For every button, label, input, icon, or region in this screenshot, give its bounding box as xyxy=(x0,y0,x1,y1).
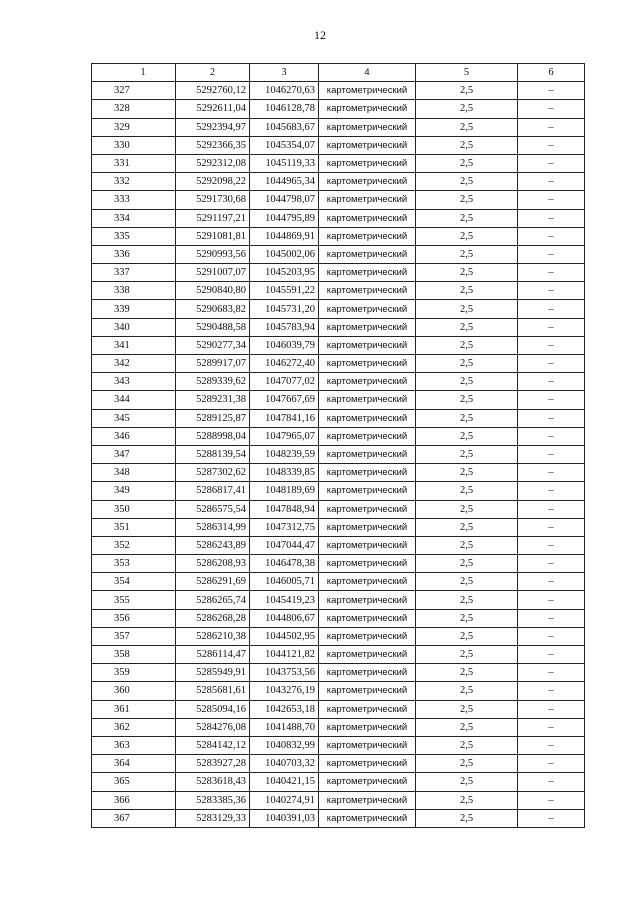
table-row xyxy=(92,191,585,209)
column-header-6: 6 xyxy=(518,64,585,82)
table-row xyxy=(92,609,585,627)
description-cell: – xyxy=(518,646,585,664)
description-cell: – xyxy=(518,136,585,154)
point-number-cell: 360 xyxy=(92,682,176,700)
method-cell: картометрический xyxy=(319,82,416,100)
table-row xyxy=(92,536,585,554)
accuracy-cell: 2,5 xyxy=(416,646,518,664)
x-coordinate-cell: 5292760,12 xyxy=(176,82,250,100)
method-cell: картометрический xyxy=(319,427,416,445)
method-cell: картометрический xyxy=(319,173,416,191)
description-cell: – xyxy=(518,355,585,373)
y-coordinate-cell: 1047848,94 xyxy=(250,500,319,518)
x-coordinate-cell: 5291197,21 xyxy=(176,209,250,227)
method-cell: картометрический xyxy=(319,282,416,300)
point-number-cell: 354 xyxy=(92,573,176,591)
x-coordinate-cell: 5283129,33 xyxy=(176,809,250,827)
point-number-cell: 338 xyxy=(92,282,176,300)
x-coordinate-cell: 5286268,28 xyxy=(176,609,250,627)
point-number-cell: 356 xyxy=(92,609,176,627)
method-cell: картометрический xyxy=(319,773,416,791)
table-row xyxy=(92,100,585,118)
y-coordinate-cell: 1047077,02 xyxy=(250,373,319,391)
point-number-cell: 357 xyxy=(92,627,176,645)
table-row xyxy=(92,736,585,754)
point-number-cell: 336 xyxy=(92,245,176,263)
x-coordinate-cell: 5291730,68 xyxy=(176,191,250,209)
accuracy-cell: 2,5 xyxy=(416,391,518,409)
x-coordinate-cell: 5283927,28 xyxy=(176,755,250,773)
table-row xyxy=(92,154,585,172)
x-coordinate-cell: 5286208,93 xyxy=(176,555,250,573)
point-number-cell: 334 xyxy=(92,209,176,227)
method-cell: картометрический xyxy=(319,227,416,245)
method-cell: картометрический xyxy=(319,627,416,645)
x-coordinate-cell: 5286291,69 xyxy=(176,573,250,591)
accuracy-cell: 2,5 xyxy=(416,736,518,754)
y-coordinate-cell: 1040391,03 xyxy=(250,809,319,827)
point-number-cell: 345 xyxy=(92,409,176,427)
description-cell: – xyxy=(518,609,585,627)
method-cell: картометрический xyxy=(319,300,416,318)
table-row xyxy=(92,627,585,645)
y-coordinate-cell: 1045683,67 xyxy=(250,118,319,136)
x-coordinate-cell: 5292366,35 xyxy=(176,136,250,154)
table-row xyxy=(92,82,585,100)
point-number-cell: 344 xyxy=(92,391,176,409)
page-number: 12 xyxy=(314,28,326,42)
y-coordinate-cell: 1045731,20 xyxy=(250,300,319,318)
description-cell: – xyxy=(518,154,585,172)
x-coordinate-cell: 5283385,36 xyxy=(176,791,250,809)
table-row xyxy=(92,700,585,718)
point-number-cell: 346 xyxy=(92,427,176,445)
accuracy-cell: 2,5 xyxy=(416,227,518,245)
description-cell: – xyxy=(518,591,585,609)
x-coordinate-cell: 5290840,80 xyxy=(176,282,250,300)
point-number-cell: 329 xyxy=(92,118,176,136)
accuracy-cell: 2,5 xyxy=(416,573,518,591)
description-cell: – xyxy=(518,773,585,791)
y-coordinate-cell: 1044869,91 xyxy=(250,227,319,245)
point-number-cell: 332 xyxy=(92,173,176,191)
method-cell: картометрический xyxy=(319,809,416,827)
description-cell: – xyxy=(518,700,585,718)
description-cell: – xyxy=(518,300,585,318)
description-cell: – xyxy=(518,391,585,409)
description-cell: – xyxy=(518,536,585,554)
point-number-cell: 363 xyxy=(92,736,176,754)
table-row xyxy=(92,282,585,300)
y-coordinate-cell: 1042653,18 xyxy=(250,700,319,718)
method-cell: картометрический xyxy=(319,646,416,664)
description-cell: – xyxy=(518,427,585,445)
accuracy-cell: 2,5 xyxy=(416,282,518,300)
y-coordinate-cell: 1040421,15 xyxy=(250,773,319,791)
table-row xyxy=(92,355,585,373)
accuracy-cell: 2,5 xyxy=(416,427,518,445)
x-coordinate-cell: 5285949,91 xyxy=(176,664,250,682)
table-row xyxy=(92,336,585,354)
accuracy-cell: 2,5 xyxy=(416,682,518,700)
table-row xyxy=(92,482,585,500)
description-cell: – xyxy=(518,282,585,300)
method-cell: картометрический xyxy=(319,682,416,700)
y-coordinate-cell: 1044502,95 xyxy=(250,627,319,645)
x-coordinate-cell: 5286210,38 xyxy=(176,627,250,645)
description-cell: – xyxy=(518,664,585,682)
y-coordinate-cell: 1040703,32 xyxy=(250,755,319,773)
table-header-row xyxy=(92,64,585,82)
method-cell: картометрический xyxy=(319,700,416,718)
y-coordinate-cell: 1045591,22 xyxy=(250,282,319,300)
accuracy-cell: 2,5 xyxy=(416,609,518,627)
accuracy-cell: 2,5 xyxy=(416,809,518,827)
method-cell: картометрический xyxy=(319,500,416,518)
table-row xyxy=(92,264,585,282)
x-coordinate-cell: 5284276,08 xyxy=(176,718,250,736)
accuracy-cell: 2,5 xyxy=(416,718,518,736)
point-number-cell: 343 xyxy=(92,373,176,391)
y-coordinate-cell: 1040832,99 xyxy=(250,736,319,754)
description-cell: – xyxy=(518,718,585,736)
description-cell: – xyxy=(518,336,585,354)
accuracy-cell: 2,5 xyxy=(416,409,518,427)
method-cell: картометрический xyxy=(319,755,416,773)
y-coordinate-cell: 1046128,78 xyxy=(250,100,319,118)
accuracy-cell: 2,5 xyxy=(416,464,518,482)
table-row xyxy=(92,591,585,609)
accuracy-cell: 2,5 xyxy=(416,518,518,536)
accuracy-cell: 2,5 xyxy=(416,482,518,500)
accuracy-cell: 2,5 xyxy=(416,154,518,172)
description-cell: – xyxy=(518,482,585,500)
method-cell: картометрический xyxy=(319,718,416,736)
accuracy-cell: 2,5 xyxy=(416,82,518,100)
x-coordinate-cell: 5290277,34 xyxy=(176,336,250,354)
method-cell: картометрический xyxy=(319,355,416,373)
y-coordinate-cell: 1044965,34 xyxy=(250,173,319,191)
table-row xyxy=(92,682,585,700)
accuracy-cell: 2,5 xyxy=(416,755,518,773)
x-coordinate-cell: 5285094,16 xyxy=(176,700,250,718)
method-cell: картометрический xyxy=(319,464,416,482)
x-coordinate-cell: 5292312,08 xyxy=(176,154,250,172)
description-cell: – xyxy=(518,791,585,809)
point-number-cell: 342 xyxy=(92,355,176,373)
table-row xyxy=(92,773,585,791)
column-header-1: 1 xyxy=(92,64,176,82)
table-row xyxy=(92,718,585,736)
method-cell: картометрический xyxy=(319,264,416,282)
description-cell: – xyxy=(518,445,585,463)
description-cell: – xyxy=(518,573,585,591)
table-row xyxy=(92,300,585,318)
method-cell: картометрический xyxy=(319,609,416,627)
accuracy-cell: 2,5 xyxy=(416,373,518,391)
method-cell: картометрический xyxy=(319,664,416,682)
method-cell: картометрический xyxy=(319,573,416,591)
description-cell: – xyxy=(518,627,585,645)
accuracy-cell: 2,5 xyxy=(416,555,518,573)
table-row xyxy=(92,573,585,591)
method-cell: картометрический xyxy=(319,445,416,463)
method-cell: картометрический xyxy=(319,591,416,609)
column-header-5: 5 xyxy=(416,64,518,82)
table-row xyxy=(92,245,585,263)
point-number-cell: 361 xyxy=(92,700,176,718)
x-coordinate-cell: 5292098,22 xyxy=(176,173,250,191)
y-coordinate-cell: 1046005,71 xyxy=(250,573,319,591)
table-row xyxy=(92,518,585,536)
method-cell: картометрический xyxy=(319,791,416,809)
accuracy-cell: 2,5 xyxy=(416,355,518,373)
accuracy-cell: 2,5 xyxy=(416,318,518,336)
x-coordinate-cell: 5286314,99 xyxy=(176,518,250,536)
description-cell: – xyxy=(518,82,585,100)
accuracy-cell: 2,5 xyxy=(416,700,518,718)
y-coordinate-cell: 1045203,95 xyxy=(250,264,319,282)
description-cell: – xyxy=(518,500,585,518)
point-number-cell: 348 xyxy=(92,464,176,482)
table-row xyxy=(92,791,585,809)
column-header-2: 2 xyxy=(176,64,250,82)
table-row xyxy=(92,136,585,154)
point-number-cell: 364 xyxy=(92,755,176,773)
x-coordinate-cell: 5291007,07 xyxy=(176,264,250,282)
accuracy-cell: 2,5 xyxy=(416,664,518,682)
method-cell: картометрический xyxy=(319,555,416,573)
x-coordinate-cell: 5289339,62 xyxy=(176,373,250,391)
description-cell: – xyxy=(518,209,585,227)
table-row xyxy=(92,173,585,191)
x-coordinate-cell: 5283618,43 xyxy=(176,773,250,791)
method-cell: картометрический xyxy=(319,391,416,409)
accuracy-cell: 2,5 xyxy=(416,209,518,227)
x-coordinate-cell: 5292394,97 xyxy=(176,118,250,136)
point-number-cell: 362 xyxy=(92,718,176,736)
description-cell: – xyxy=(518,464,585,482)
table-row xyxy=(92,373,585,391)
method-cell: картометрический xyxy=(319,209,416,227)
point-number-cell: 328 xyxy=(92,100,176,118)
table-row xyxy=(92,409,585,427)
point-number-cell: 366 xyxy=(92,791,176,809)
method-cell: картометрический xyxy=(319,136,416,154)
y-coordinate-cell: 1046272,40 xyxy=(250,355,319,373)
y-coordinate-cell: 1044806,67 xyxy=(250,609,319,627)
x-coordinate-cell: 5285681,61 xyxy=(176,682,250,700)
table-body xyxy=(92,82,585,828)
point-number-cell: 341 xyxy=(92,336,176,354)
x-coordinate-cell: 5286243,89 xyxy=(176,536,250,554)
accuracy-cell: 2,5 xyxy=(416,773,518,791)
y-coordinate-cell: 1045002,06 xyxy=(250,245,319,263)
description-cell: – xyxy=(518,409,585,427)
coordinates-table xyxy=(91,63,585,828)
point-number-cell: 327 xyxy=(92,82,176,100)
accuracy-cell: 2,5 xyxy=(416,100,518,118)
table-row xyxy=(92,118,585,136)
x-coordinate-cell: 5290488,58 xyxy=(176,318,250,336)
description-cell: – xyxy=(518,373,585,391)
point-number-cell: 330 xyxy=(92,136,176,154)
table-row xyxy=(92,427,585,445)
x-coordinate-cell: 5291081,81 xyxy=(176,227,250,245)
method-cell: картометрический xyxy=(319,373,416,391)
method-cell: картометрический xyxy=(319,409,416,427)
table-row xyxy=(92,809,585,827)
method-cell: картометрический xyxy=(319,100,416,118)
point-number-cell: 337 xyxy=(92,264,176,282)
method-cell: картометрический xyxy=(319,118,416,136)
y-coordinate-cell: 1043753,56 xyxy=(250,664,319,682)
x-coordinate-cell: 5284142,12 xyxy=(176,736,250,754)
x-coordinate-cell: 5289231,38 xyxy=(176,391,250,409)
accuracy-cell: 2,5 xyxy=(416,627,518,645)
y-coordinate-cell: 1045783,94 xyxy=(250,318,319,336)
method-cell: картометрический xyxy=(319,154,416,172)
method-cell: картометрический xyxy=(319,336,416,354)
description-cell: – xyxy=(518,755,585,773)
accuracy-cell: 2,5 xyxy=(416,500,518,518)
point-number-cell: 347 xyxy=(92,445,176,463)
table-row xyxy=(92,391,585,409)
y-coordinate-cell: 1046270,63 xyxy=(250,82,319,100)
accuracy-cell: 2,5 xyxy=(416,118,518,136)
accuracy-cell: 2,5 xyxy=(416,191,518,209)
y-coordinate-cell: 1047965,07 xyxy=(250,427,319,445)
table-row xyxy=(92,445,585,463)
y-coordinate-cell: 1048239,59 xyxy=(250,445,319,463)
y-coordinate-cell: 1045354,07 xyxy=(250,136,319,154)
x-coordinate-cell: 5287302,62 xyxy=(176,464,250,482)
method-cell: картометрический xyxy=(319,482,416,500)
table-row xyxy=(92,664,585,682)
description-cell: – xyxy=(518,100,585,118)
x-coordinate-cell: 5286817,41 xyxy=(176,482,250,500)
accuracy-cell: 2,5 xyxy=(416,245,518,263)
description-cell: – xyxy=(518,809,585,827)
table-row xyxy=(92,464,585,482)
accuracy-cell: 2,5 xyxy=(416,536,518,554)
x-coordinate-cell: 5286265,74 xyxy=(176,591,250,609)
point-number-cell: 352 xyxy=(92,536,176,554)
point-number-cell: 339 xyxy=(92,300,176,318)
y-coordinate-cell: 1045419,23 xyxy=(250,591,319,609)
description-cell: – xyxy=(518,682,585,700)
column-header-4: 4 xyxy=(319,64,416,82)
table-row xyxy=(92,209,585,227)
accuracy-cell: 2,5 xyxy=(416,136,518,154)
y-coordinate-cell: 1048189,69 xyxy=(250,482,319,500)
description-cell: – xyxy=(518,736,585,754)
method-cell: картометрический xyxy=(319,736,416,754)
description-cell: – xyxy=(518,173,585,191)
accuracy-cell: 2,5 xyxy=(416,264,518,282)
y-coordinate-cell: 1044798,07 xyxy=(250,191,319,209)
y-coordinate-cell: 1043276,19 xyxy=(250,682,319,700)
table-row xyxy=(92,227,585,245)
table-row xyxy=(92,646,585,664)
description-cell: – xyxy=(518,191,585,209)
point-number-cell: 365 xyxy=(92,773,176,791)
point-number-cell: 335 xyxy=(92,227,176,245)
y-coordinate-cell: 1040274,91 xyxy=(250,791,319,809)
description-cell: – xyxy=(518,245,585,263)
x-coordinate-cell: 5289125,87 xyxy=(176,409,250,427)
accuracy-cell: 2,5 xyxy=(416,336,518,354)
accuracy-cell: 2,5 xyxy=(416,445,518,463)
x-coordinate-cell: 5292611,04 xyxy=(176,100,250,118)
y-coordinate-cell: 1047841,16 xyxy=(250,409,319,427)
point-number-cell: 367 xyxy=(92,809,176,827)
point-number-cell: 331 xyxy=(92,154,176,172)
method-cell: картометрический xyxy=(319,318,416,336)
table-row xyxy=(92,318,585,336)
point-number-cell: 353 xyxy=(92,555,176,573)
y-coordinate-cell: 1047044,47 xyxy=(250,536,319,554)
y-coordinate-cell: 1046039,79 xyxy=(250,336,319,354)
description-cell: – xyxy=(518,227,585,245)
x-coordinate-cell: 5288139,54 xyxy=(176,445,250,463)
description-cell: – xyxy=(518,118,585,136)
accuracy-cell: 2,5 xyxy=(416,300,518,318)
y-coordinate-cell: 1044121,82 xyxy=(250,646,319,664)
y-coordinate-cell: 1046478,38 xyxy=(250,555,319,573)
point-number-cell: 340 xyxy=(92,318,176,336)
accuracy-cell: 2,5 xyxy=(416,173,518,191)
y-coordinate-cell: 1044795,89 xyxy=(250,209,319,227)
description-cell: – xyxy=(518,518,585,536)
method-cell: картометрический xyxy=(319,191,416,209)
accuracy-cell: 2,5 xyxy=(416,591,518,609)
column-header-3: 3 xyxy=(250,64,319,82)
method-cell: картометрический xyxy=(319,245,416,263)
point-number-cell: 359 xyxy=(92,664,176,682)
method-cell: картометрический xyxy=(319,536,416,554)
method-cell: картометрический xyxy=(319,518,416,536)
description-cell: – xyxy=(518,264,585,282)
point-number-cell: 350 xyxy=(92,500,176,518)
x-coordinate-cell: 5288998,04 xyxy=(176,427,250,445)
y-coordinate-cell: 1047667,69 xyxy=(250,391,319,409)
x-coordinate-cell: 5290683,82 xyxy=(176,300,250,318)
y-coordinate-cell: 1041488,70 xyxy=(250,718,319,736)
y-coordinate-cell: 1047312,75 xyxy=(250,518,319,536)
point-number-cell: 349 xyxy=(92,482,176,500)
y-coordinate-cell: 1048339,85 xyxy=(250,464,319,482)
point-number-cell: 358 xyxy=(92,646,176,664)
table-row xyxy=(92,755,585,773)
accuracy-cell: 2,5 xyxy=(416,791,518,809)
point-number-cell: 351 xyxy=(92,518,176,536)
x-coordinate-cell: 5290993,56 xyxy=(176,245,250,263)
x-coordinate-cell: 5286575,54 xyxy=(176,500,250,518)
description-cell: – xyxy=(518,318,585,336)
point-number-cell: 355 xyxy=(92,591,176,609)
x-coordinate-cell: 5289917,07 xyxy=(176,355,250,373)
y-coordinate-cell: 1045119,33 xyxy=(250,154,319,172)
table-row xyxy=(92,500,585,518)
description-cell: – xyxy=(518,555,585,573)
point-number-cell: 333 xyxy=(92,191,176,209)
table-row xyxy=(92,555,585,573)
x-coordinate-cell: 5286114,47 xyxy=(176,646,250,664)
